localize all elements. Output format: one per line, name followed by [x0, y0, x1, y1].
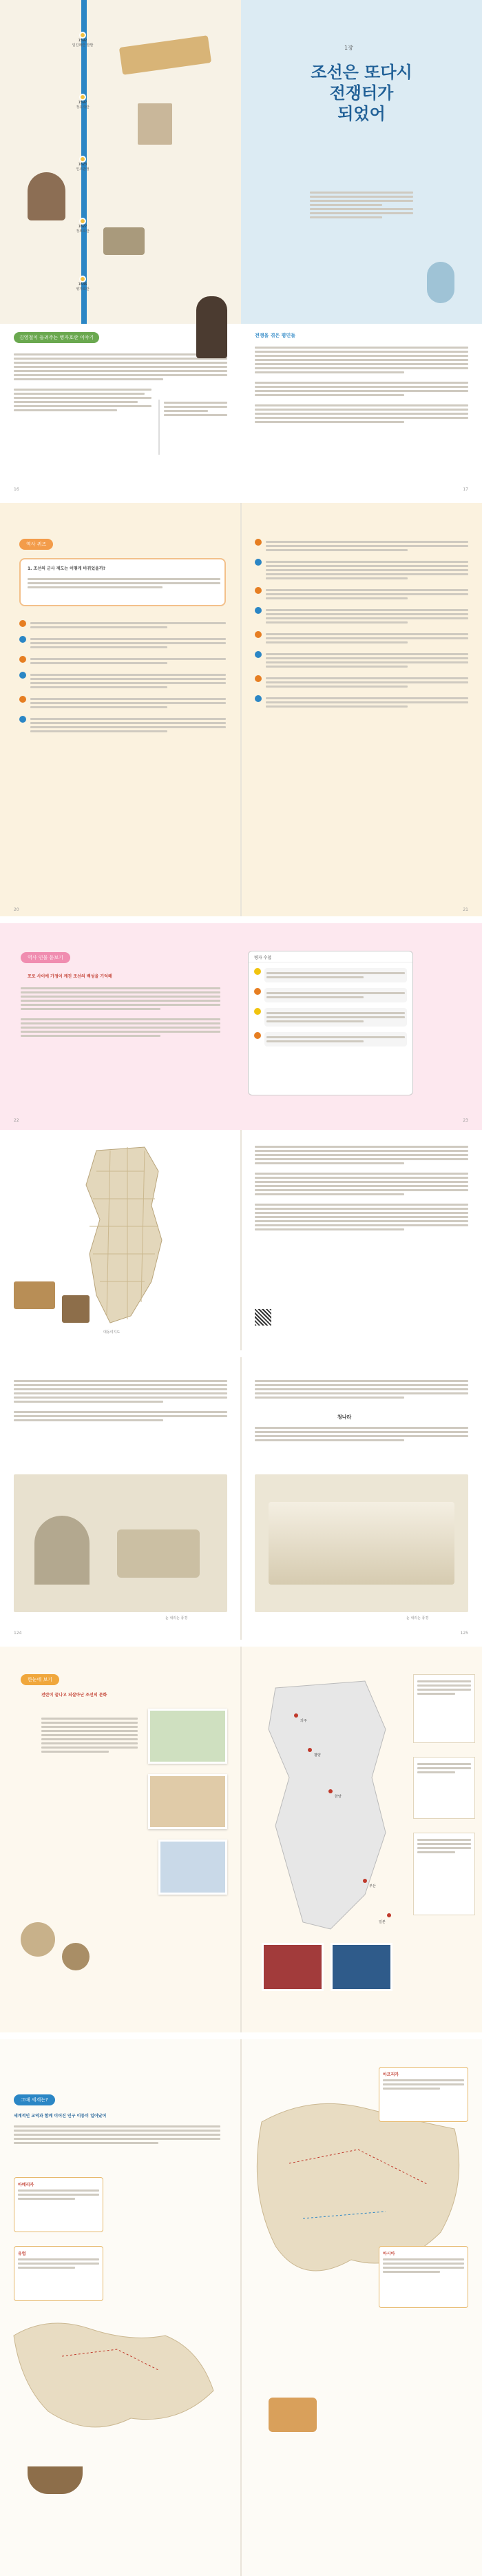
- dialogue-row: [19, 716, 226, 734]
- timeline-text: 인조반정: [76, 167, 90, 172]
- world-left-page: [0, 2039, 241, 2576]
- overview-left-page: [0, 1647, 241, 2032]
- dialogue-row: [255, 587, 468, 601]
- image-caption: 눈 내리는 풍경: [406, 1616, 429, 1620]
- speaker-avatar: [19, 672, 26, 679]
- page-number: 22: [14, 1118, 19, 1123]
- info-box: [413, 1757, 475, 1819]
- painting-image: [14, 1474, 227, 1612]
- soldier-illustration: [28, 172, 65, 220]
- chat-window: [248, 951, 413, 1095]
- spread-chapter-opener: [0, 0, 482, 496]
- user-avatar: [254, 968, 261, 975]
- section-heading: 전쟁을 겪은 평민들: [255, 333, 295, 338]
- page-number: 23: [463, 1118, 468, 1123]
- dialogue-row: [19, 672, 226, 690]
- dialogue-row: [255, 651, 468, 670]
- world-right-page: [241, 2039, 482, 2576]
- chat-message: [254, 988, 407, 1002]
- ship-illustration: [28, 2466, 83, 2494]
- quiz-left-page: [0, 503, 241, 916]
- figure-left-page: [0, 923, 241, 1130]
- section-heading: 세계적인 교역과 함께 이어진 인구 이동이 일어났어: [14, 2114, 107, 2119]
- dialogue-row: [255, 695, 468, 710]
- qr-code[interactable]: [255, 1309, 271, 1326]
- timeline-item: [62, 32, 103, 48]
- speaker-avatar: [19, 656, 26, 663]
- chapter-opener-right-page: [241, 0, 482, 324]
- timeline-text: 병자호란: [76, 287, 90, 291]
- timeline-text: 임진왜란 발발: [72, 43, 94, 48]
- dialogue-list: [19, 620, 226, 740]
- paintings-left-page: [0, 1357, 241, 1640]
- map-label: 일본: [379, 1920, 386, 1924]
- spread-quiz: [0, 503, 482, 916]
- story-heading: 김영철이 들려주는 병자호란 이야기: [14, 332, 99, 343]
- dialogue-row: [255, 559, 468, 581]
- chapter-title-line: 조선은 또다시: [311, 62, 412, 82]
- subsection-heading: 청나라: [337, 1414, 352, 1420]
- speaker-avatar: [19, 620, 26, 627]
- map-caption: 대동여지도: [103, 1330, 120, 1335]
- map-label: 의주: [300, 1719, 307, 1723]
- spread-world: [0, 2039, 482, 2576]
- landscape-shape: [269, 1502, 454, 1585]
- timeline-item: [62, 276, 103, 291]
- timeline-item: [62, 156, 103, 172]
- info-box: [379, 2246, 468, 2308]
- info-box-title: 아프리카: [383, 2072, 399, 2077]
- timeline-year: 1597: [78, 101, 87, 105]
- section-tag: 그때 세계는?: [14, 2094, 55, 2105]
- story-right-page: [241, 324, 482, 496]
- page-number: 20: [14, 907, 19, 912]
- speaker-avatar: [19, 636, 26, 643]
- speaker-avatar: [255, 651, 262, 658]
- character-illustration: [196, 296, 227, 358]
- world-map-right: [248, 2081, 475, 2370]
- map-label: 한양: [335, 1795, 342, 1799]
- right-column-text: [255, 1144, 468, 1233]
- chapter-summary: [310, 189, 413, 220]
- speaker-avatar: [255, 675, 262, 682]
- dialogue-row: [19, 696, 226, 710]
- figure-shape: [117, 1529, 200, 1578]
- flag-illustration: [138, 103, 172, 145]
- photo-card: [148, 1709, 227, 1764]
- dialogue-row: [255, 607, 468, 626]
- photo-card: [331, 1943, 392, 1991]
- chat-title: 병자 수첩: [249, 951, 412, 962]
- info-box-title: 유럽: [18, 2252, 26, 2256]
- chapter-title: [262, 62, 461, 124]
- info-box: [14, 2177, 103, 2232]
- speaker-avatar: [255, 587, 262, 594]
- chapter-title-line: 전쟁터가: [329, 83, 394, 103]
- timeline-text: 정묘호란: [76, 229, 90, 234]
- quiz-card: [19, 558, 226, 606]
- info-box-title: 아메리카: [18, 2183, 34, 2187]
- spread-overview-map: [0, 1647, 482, 2032]
- dialogue-row: [19, 636, 226, 650]
- quiz-tag: 역사 퀴즈: [19, 539, 53, 550]
- world-map-left: [7, 2308, 234, 2446]
- figure-shape: [34, 1516, 90, 1585]
- painting-image: [255, 1474, 468, 1612]
- photo-card: [262, 1943, 324, 1991]
- dialogue-row: [255, 675, 468, 690]
- timeline-year: 1592: [78, 39, 87, 43]
- page-number: 16: [14, 487, 19, 492]
- chat-message: [254, 1032, 407, 1047]
- quiz-right-page: [241, 503, 482, 916]
- info-box-title: 아시아: [383, 2252, 395, 2256]
- spread-paintings: [0, 1357, 482, 1640]
- scroll-illustration: [119, 35, 211, 75]
- flower-decoration: [427, 262, 454, 303]
- dialogue-row: [255, 631, 468, 646]
- section-heading: 포로 사이에 가정이 깨진 조선의 백성을 기억해: [28, 974, 112, 979]
- dialogue-row: [19, 656, 226, 666]
- chapter-opener-left-page: [0, 0, 241, 324]
- map-label: 평양: [314, 1753, 321, 1758]
- image-caption: 눈 내리는 풍경: [165, 1616, 188, 1620]
- timeline-year: 1636: [78, 282, 87, 287]
- speaker-avatar: [255, 695, 262, 702]
- figure-right-page: [241, 923, 482, 1130]
- info-box: [14, 2246, 103, 2301]
- timeline-text: 정유재란: [76, 105, 90, 110]
- dialogue-row: [19, 620, 226, 630]
- page-number: 124: [14, 1631, 22, 1636]
- timeline-year: 1627: [78, 225, 87, 229]
- overview-right-page: [241, 1647, 482, 2032]
- spread-figure-focus: [0, 923, 482, 1350]
- sidebar-note: [158, 400, 227, 455]
- page-number: 21: [463, 907, 468, 912]
- photo-card: [148, 1774, 227, 1829]
- dialogue-list: [255, 539, 468, 715]
- map-label: 부산: [369, 1884, 376, 1888]
- user-avatar: [254, 1032, 261, 1039]
- info-box: [379, 2067, 468, 2122]
- portrait: [62, 1943, 90, 1970]
- chapter-label: 1장: [344, 45, 353, 51]
- quiz-question: 1. 조선의 군사 제도는 어떻게 바뀌었을까?: [28, 566, 106, 571]
- user-avatar: [254, 1008, 261, 1015]
- dialogue-row: [255, 539, 468, 553]
- speaker-avatar: [255, 631, 262, 638]
- section-tag: 한눈에 보기: [21, 1674, 59, 1685]
- overview-map: [248, 1674, 406, 1936]
- user-avatar: [254, 988, 261, 995]
- speaker-avatar: [255, 539, 262, 546]
- chapter-title-line: 되었어: [337, 103, 386, 123]
- speaker-avatar: [255, 559, 262, 566]
- artifact-image: [14, 1281, 55, 1309]
- timeline-year: 1623: [78, 163, 87, 167]
- house-illustration: [103, 227, 145, 255]
- chat-message: [254, 968, 407, 982]
- speaker-avatar: [19, 696, 26, 703]
- portrait: [21, 1922, 55, 1957]
- timeline-item: [62, 94, 103, 110]
- page-number: 125: [460, 1631, 468, 1636]
- speaker-avatar: [255, 607, 262, 614]
- photo-card: [158, 1840, 227, 1895]
- chat-message: [254, 1008, 407, 1027]
- goods-illustration: [269, 2398, 317, 2432]
- speaker-avatar: [19, 716, 26, 723]
- artifact-image: [62, 1295, 90, 1323]
- info-box: [413, 1674, 475, 1743]
- paintings-right-page: [241, 1357, 482, 1640]
- section-tag: 역사 인물 돋보기: [21, 952, 70, 963]
- info-box: [413, 1833, 475, 1915]
- page-number: 17: [463, 487, 468, 492]
- section-heading: 전란이 끝나고 되살아난 조선의 문화: [41, 1693, 107, 1698]
- timeline-item: [62, 218, 103, 234]
